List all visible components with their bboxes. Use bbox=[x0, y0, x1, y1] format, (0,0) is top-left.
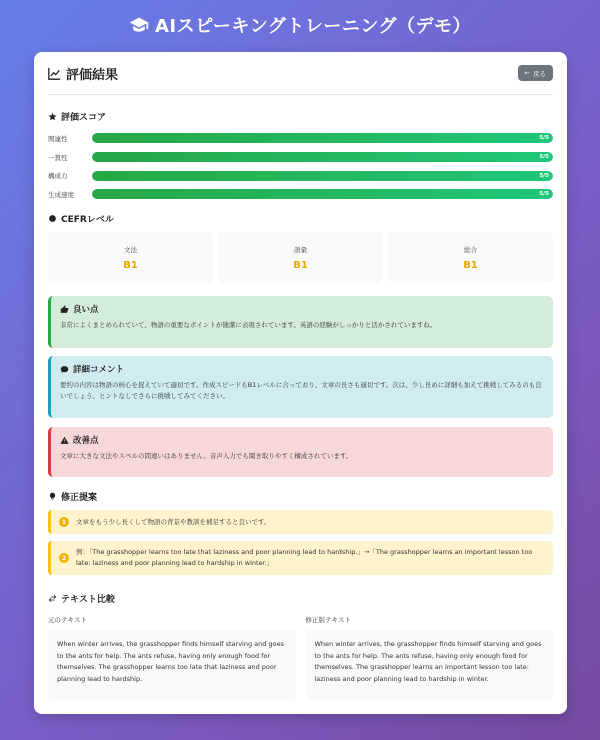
improvement-heading: 改善点 bbox=[60, 434, 544, 446]
suggestion-text: 例：「The grasshopper learns too late that laziness and poor planning lead to hardship.」→「The grasshopper learns an important lesson too late: laziness and poor planning lead to hardship in winter.」 bbox=[76, 548, 533, 567]
suggestion-number: 2 bbox=[59, 553, 69, 563]
revised-text: When winter arrives, the grasshopper finds himself starving and goes to the ants for help. The ants refuse, having only enough food for themselves. The grasshopper learns an important lesson too late: laziness and poor planning lead to hardship in winter. bbox=[306, 630, 554, 700]
score-label: 構成力 bbox=[48, 172, 68, 181]
suggestion-item-2 bbox=[48, 541, 553, 575]
app-title bbox=[0, 10, 600, 40]
score-value: 5/5 bbox=[539, 191, 549, 198]
comment-icon bbox=[60, 365, 69, 374]
comment-text: 要約の内容は物語の核心を捉えていて適切です。作成スピードもB1レベルに合っており、文章の長さも適切です。次は、少し長めに詳細も加えて挑戦してみるのも良いでしょう。ヒントなしでさらに挑戦してみてください。 bbox=[60, 381, 542, 400]
cefr-list bbox=[48, 232, 553, 283]
score-bar-fill bbox=[92, 133, 553, 143]
thumbs-up-icon bbox=[60, 305, 69, 314]
score-value: 5/5 bbox=[539, 135, 549, 142]
comment-heading: 詳細コメント bbox=[60, 363, 544, 375]
lightbulb-icon bbox=[48, 492, 57, 501]
score-label: 関連性 bbox=[48, 134, 68, 143]
score-label: 生成速度 bbox=[48, 190, 74, 199]
score-value: 5/5 bbox=[539, 172, 549, 179]
exchange-icon bbox=[48, 594, 57, 603]
suggestion-item-1 bbox=[48, 510, 553, 534]
score-bar-fill bbox=[92, 189, 553, 199]
improvement-alert bbox=[48, 427, 553, 477]
cefr-label: 語彙 bbox=[294, 245, 307, 254]
revised-column bbox=[306, 615, 554, 700]
cefr-level: B1 bbox=[123, 259, 138, 271]
cefr-label: 文法 bbox=[124, 245, 137, 254]
score-label: 一貫性 bbox=[48, 153, 68, 162]
score-bar-track bbox=[92, 189, 553, 199]
page-title bbox=[48, 64, 118, 83]
revised-label: 修正版テキスト bbox=[305, 616, 351, 624]
page-title-text: 評価結果 bbox=[66, 67, 119, 83]
chart-line-icon bbox=[48, 67, 61, 80]
good-points-text: 非常によくまとめられていて、物語の重要なポイントが簡潔に表現されています。英語の経験がしっかりと活かされていますね。 bbox=[60, 321, 437, 329]
improvement-text: 文章に大きな文法やスペルの間違いはありません。音声入力でも聞き取りやすく構成されています。 bbox=[60, 452, 353, 460]
original-label: 元のテキスト bbox=[48, 616, 87, 624]
suggestion-heading: 修正提案 bbox=[48, 490, 553, 503]
score-row bbox=[48, 129, 553, 148]
good-points-heading: 良い点 bbox=[60, 303, 544, 315]
suggestion-section bbox=[48, 490, 553, 575]
original-text: When winter arrives, the grasshopper finds himself starving and goes to the ants for help. The ants refuse, having only enough food for themselves. The grasshopper learns too late that laziness and poor planning lead to hardship. bbox=[48, 630, 296, 700]
score-bar-track bbox=[92, 133, 553, 143]
compare-heading: テキスト比較 bbox=[48, 592, 553, 605]
score-section bbox=[48, 110, 553, 204]
score-list bbox=[48, 129, 553, 204]
warning-icon bbox=[60, 436, 69, 445]
cefr-section bbox=[48, 212, 553, 283]
star-icon bbox=[48, 112, 57, 121]
score-bar-track bbox=[92, 171, 553, 181]
circle-icon bbox=[48, 214, 57, 223]
cefr-card bbox=[388, 232, 553, 283]
score-bar-track bbox=[92, 152, 553, 162]
score-heading: 評価スコア bbox=[48, 110, 553, 123]
score-bar-fill bbox=[92, 171, 553, 181]
app-title-text: AIスピーキングトレーニング（デモ） bbox=[154, 16, 471, 37]
score-bar-fill bbox=[92, 152, 553, 162]
compare-section bbox=[48, 592, 553, 700]
cefr-card bbox=[48, 232, 213, 283]
cefr-label: 総合 bbox=[464, 245, 477, 254]
score-row bbox=[48, 185, 553, 204]
cefr-card bbox=[218, 232, 383, 283]
compare-columns bbox=[48, 615, 553, 700]
cefr-heading: CEFRレベル bbox=[48, 212, 553, 225]
suggestion-text: 文章をもう少し長くして物語の背景や教訓を補足すると良いです。 bbox=[76, 517, 271, 526]
back-button[interactable] bbox=[518, 65, 553, 81]
good-points-alert bbox=[48, 296, 553, 348]
original-column bbox=[48, 615, 296, 700]
score-value: 5/5 bbox=[539, 154, 549, 161]
arrow-left-icon: ← bbox=[524, 69, 530, 77]
comment-alert bbox=[48, 356, 553, 418]
card-header bbox=[48, 52, 553, 95]
result-card bbox=[34, 52, 567, 714]
score-row bbox=[48, 166, 553, 185]
score-row bbox=[48, 148, 553, 167]
cefr-level: B1 bbox=[463, 259, 478, 271]
suggestion-number: 1 bbox=[59, 517, 69, 527]
graduation-cap-icon bbox=[129, 15, 149, 35]
cefr-level: B1 bbox=[293, 259, 308, 271]
back-button-label: 戻る bbox=[533, 69, 546, 78]
